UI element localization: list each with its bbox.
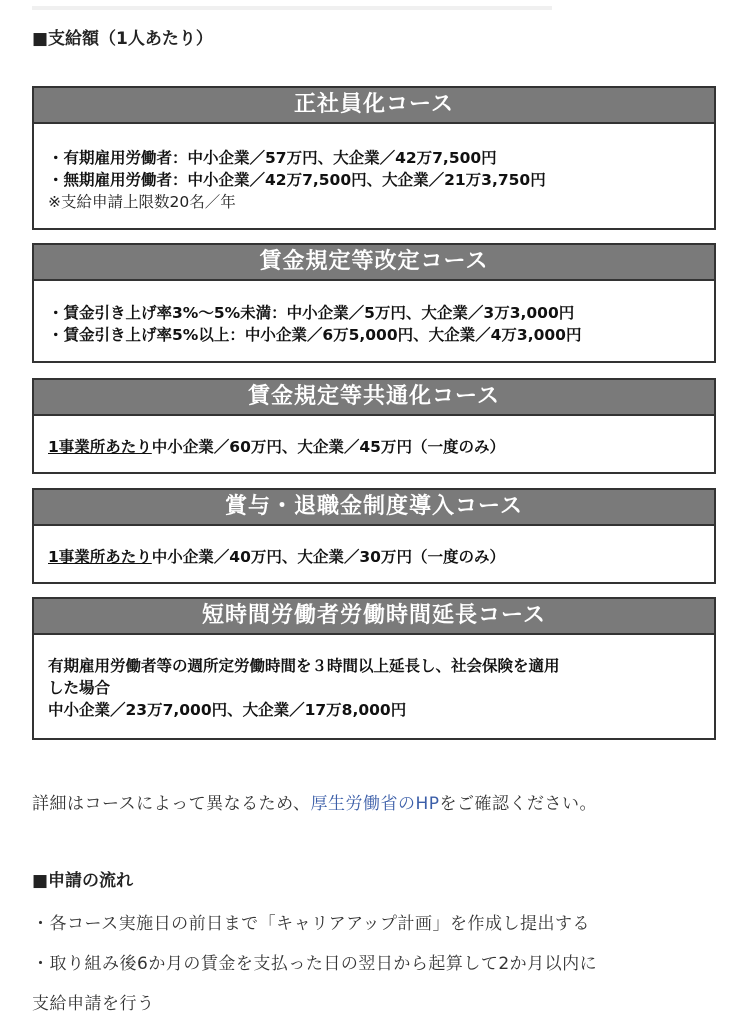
course-note: ※支給申請上限数20名／年 (48, 193, 236, 211)
course-title: 賞与・退職金制度導入コース (34, 490, 714, 526)
course-line: ・無期雇用労働者：中小企業／42万7,500円、大企業／21万3,750円 (48, 171, 546, 189)
flow-item: 支給申請を行う (32, 994, 155, 1014)
detail-text: をご確認ください。 (439, 794, 598, 814)
top-divider (32, 6, 552, 10)
course-title: 正社員化コース (34, 88, 714, 124)
detail-paragraph (32, 790, 722, 818)
course-line: 有期雇用労働者等の週所定労働時間を３時間以上延長し、社会保険を適用 (48, 657, 560, 675)
per-office-label: 1事業所あたり (48, 438, 152, 456)
flow-heading: ■申請の流れ (32, 871, 134, 891)
course-amount: 中小企業／40万円、大企業／30万円（一度のみ） (151, 548, 505, 566)
course-amount: 中小企業／60万円、大企業／45万円（一度のみ） (151, 438, 505, 456)
amount-heading: ■支給額（1人あたり） (32, 29, 213, 49)
per-office-label: 1事業所あたり (48, 548, 152, 566)
course-line (48, 546, 700, 568)
course-line: ・賃金引き上げ率5%以上：中小企業／6万5,000円、大企業／4万3,000円 (48, 326, 582, 344)
course-box-wage-revision (32, 243, 716, 363)
course-box-regular-employee (32, 86, 716, 230)
course-box-bonus-retirement (32, 488, 716, 584)
course-box-wage-standardization (32, 378, 716, 474)
flow-item: ・取り組み後6か月の賃金を支払った日の翌日から起算して2か月以内に (32, 954, 598, 974)
course-line: ・賃金引き上げ率3%～5%未満：中小企業／5万円、大企業／3万3,000円 (48, 304, 575, 322)
course-line: 中小企業／23万7,000円、大企業／17万8,000円 (48, 701, 407, 719)
detail-text: 詳細はコースによって異なるため、 (32, 794, 311, 814)
course-box-short-time-extension (32, 597, 716, 740)
course-title: 賃金規定等改定コース (34, 245, 714, 281)
course-title: 短時間労働者労働時間延長コース (34, 599, 714, 635)
course-line (48, 436, 700, 458)
flow-item: ・各コース実施日の前日まで「キャリアアップ計画」を作成し提出する (32, 914, 590, 934)
mhlw-hp-link[interactable]: 厚生労働省のHP (310, 794, 440, 814)
course-line: した場合 (48, 679, 111, 697)
course-title: 賃金規定等共通化コース (34, 380, 714, 416)
course-line: ・有期雇用労働者：中小企業／57万円、大企業／42万7,500円 (48, 149, 497, 167)
flow-list (32, 904, 722, 1024)
